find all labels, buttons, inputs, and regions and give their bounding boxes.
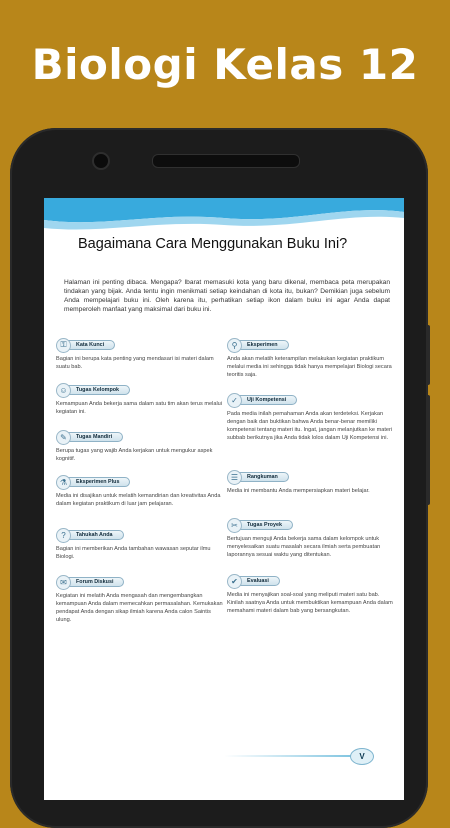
header-wave: [44, 198, 404, 238]
front-camera-icon: [92, 152, 110, 170]
legend-label: Tahukah Anda: [68, 530, 124, 540]
legend-label: Tugas Mandiri: [68, 432, 123, 442]
legend-label: Tugas Proyek: [239, 520, 293, 530]
legend-desc: Kemampuan Anda bekerja sama dalam satu tim akan terus melalui kegiatan ini.: [56, 401, 223, 415]
legend-desc: Kegiatan ini melatih Anda mengasah dan mengembangkan kemampuan Anda dalam memecahkan permasalahan. Kemukakan pendapat Anda dengan sikap ilmiah karena Anda calon Saintis ulung.: [56, 593, 223, 623]
intro-paragraph: Halaman ini penting dibaca. Mengapa? Ibarat memasuki kota yang baru dikenal, membaca peta merupakan tindakan yang bijak. Anda tentu ingin menikmati setiap keindahan di kota itu, bukan? Demikian juga sebelum Anda mempelajari buku ini. Oleh karena itu, perhatikan setiap ikon dalam buku ini agar Anda dapat memperoleh manfaat yang maksimal dari buku ini.: [64, 279, 390, 313]
discussion-icon: ✉: [56, 575, 71, 590]
microscope-icon: ⚲: [227, 338, 242, 353]
legend-desc: Bagian ini memberikan Anda tambahan wawasan seputar ilmu Biologi.: [56, 546, 211, 560]
legend-desc: Anda akan melatih keterampilan melakukan kegiatan praktikum melalui media ini sehingga tidak hanya mempelajari Biologi secara teoritis saja.: [227, 356, 392, 378]
key-icon: ⚿: [56, 338, 71, 353]
legend-label: Evaluasi: [239, 576, 280, 586]
clipboard-icon: ✔: [227, 574, 242, 589]
speaker-grille: [152, 154, 300, 168]
legend-label: Uji Kompetensi: [239, 395, 297, 405]
page-title: Bagaimana Cara Menggunakan Buku Ini?: [78, 236, 348, 252]
legend-label: Eksperimen: [239, 340, 289, 350]
volume-button: [426, 395, 430, 505]
page-number: V: [350, 748, 374, 765]
project-icon: ✂: [227, 518, 242, 533]
legend-label: Eksperimen Plus: [68, 477, 130, 487]
group-icon: ☺: [56, 383, 71, 398]
legend-label: Rangkuman: [239, 472, 289, 482]
legend-desc: Bertujuan menguji Anda bekerja sama dalam kelompok untuk menyelesaikan suatu masalah secara ilmiah serta pembuatan laporannya sesuai waktu yang ditentukan.: [227, 536, 381, 558]
book-page[interactable]: [44, 198, 404, 800]
question-icon: ?: [56, 528, 71, 543]
legend-desc: Pada media inilah pemahaman Anda akan terdeteksi. Kerjakan dengan baik dan buktikan bahwa Anda benar-benar memiliki kompetensi tentang materi itu. Ingat, jangan melanjutkan ke materi subbab berikutnya jika Anda tidak lolos dalam Uji Kompetensi ini.: [227, 411, 393, 441]
flask-icon: ⚗: [56, 475, 71, 490]
legend-label: Kata Kunci: [68, 340, 115, 350]
check-icon: ✓: [227, 393, 242, 408]
legend-label: Tugas Kelompok: [68, 385, 130, 395]
notes-icon: ☰: [227, 470, 242, 485]
pencil-icon: ✎: [56, 430, 71, 445]
banner-title: Biologi Kelas 12: [31, 40, 419, 89]
legend-desc: Media ini menyajikan soal-soal yang meliputi materi satu bab. Kinilah saatnya Anda untuk membuktikan kemampuan Anda dalam memahami materi dalam bab yang bersangkutan.: [227, 592, 393, 614]
legend-label: Forum Diskusi: [68, 577, 124, 587]
legend-desc: Media ini disajikan untuk melatih kemandirian dan kreativitas Anda dalam kegiatan praktikum di luar jam pelajaran.: [56, 493, 221, 507]
page-number-swoosh: [224, 755, 354, 757]
legend-desc: Media ini membantu Anda mempersiapkan materi belajar.: [227, 488, 370, 494]
legend-desc: Bagian ini berupa kata penting yang mendasari isi materi dalam suatu bab.: [56, 356, 214, 370]
power-button: [426, 325, 430, 385]
legend-desc: Berupa tugas yang wajib Anda kerjakan untuk mengukur aspek kognitif.: [56, 448, 213, 462]
